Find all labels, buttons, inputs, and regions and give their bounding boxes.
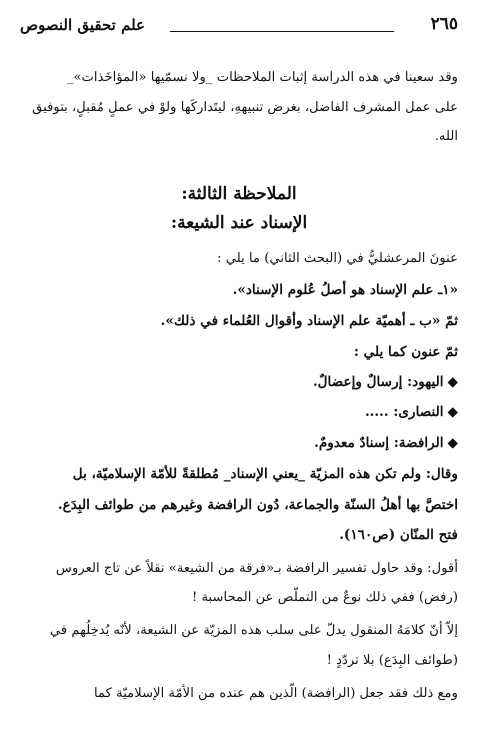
body-line-15: ومع ذلك فقد جعل (الرافضة) الّذين هم عنده من الأمّة الإسلاميّة كما (94, 686, 458, 701)
citation: فتح المنّان (ص١٦٠). (339, 527, 458, 543)
body-line-3: ثمّ «ب ـ أهميّة علم الإسناد وأقوال العُلماء في ذلك». (160, 313, 458, 329)
page-number: ٢٦٥ (430, 14, 458, 34)
diamond-bullet-icon: ◆ (447, 404, 458, 420)
header-rule (170, 31, 394, 32)
body-line-9: اختصَّ بها أهلُ السنّة والجماعة، دُون الرافضة وغيرهم من طوائف البِدَع. (57, 497, 458, 513)
body-line-2: «١ـ علم الإسناد هو أصلُ عُلوم الإسناد». (232, 282, 458, 298)
body-line-8: وقال: ولم تكن هذه المزيّة _يعني الإسناد_ مُطلقةً للأمّة الإسلاميّة، بل (72, 466, 458, 482)
list-item-christians (20, 404, 458, 420)
body-line-14: (طوائف البِدَع) بلا تردّدٍ ! (326, 653, 458, 668)
body-line-4: ثمّ عنون كما يلي : (353, 344, 458, 360)
body-line-1: عنونَ المرعشليُّ في (البحث الثاني) ما يلي : (217, 251, 458, 266)
body-line-13: إلاّ أنّ كلامَهُ المنقول يدلّ على سلب هذه المزيّة عن الشيعة، لأنّه يُدخِلُهم في (49, 623, 458, 638)
diamond-bullet-icon: ◆ (447, 374, 458, 390)
section-subtitle: الإسناد عند الشيعة: (170, 213, 308, 233)
intro-line-2: على عمل المشرف الفاضل، بغرض تنبيههِ، ليتَداركَها ولوْ في عملٍ مُقبلٍ، بتوفيق (32, 100, 458, 115)
list-item-jews (20, 374, 458, 390)
running-title: علم تحقيق النصوص (20, 16, 145, 34)
body-line-12: (رفض) ففي ذلك نوعٌ من التملّص عن المحاسبة ! (191, 590, 458, 605)
list-item-text: النصارى: ..... (364, 404, 444, 420)
list-item-text: اليهود: إرسالٌ وإعضالٌ. (312, 374, 444, 390)
diamond-bullet-icon: ◆ (447, 435, 458, 451)
intro-line-1: وقد سعينا في هذه الدراسة إثبات الملاحظات _ولا نسمّيها «المؤاخَذات»_ (66, 70, 458, 85)
body-line-11: أقول: وقد حاول تفسير الرافضة بـ«فرقة من الشيعة» نقلاً عن تاج العروس (55, 561, 458, 576)
intro-line-3: الله. (434, 129, 458, 144)
section-title: الملاحظة الثالثة: (181, 184, 297, 204)
list-item-text: الرافضة: إسنادٌ معدومٌ. (314, 435, 444, 451)
page-header (20, 14, 458, 44)
list-item-rafida (20, 435, 458, 451)
